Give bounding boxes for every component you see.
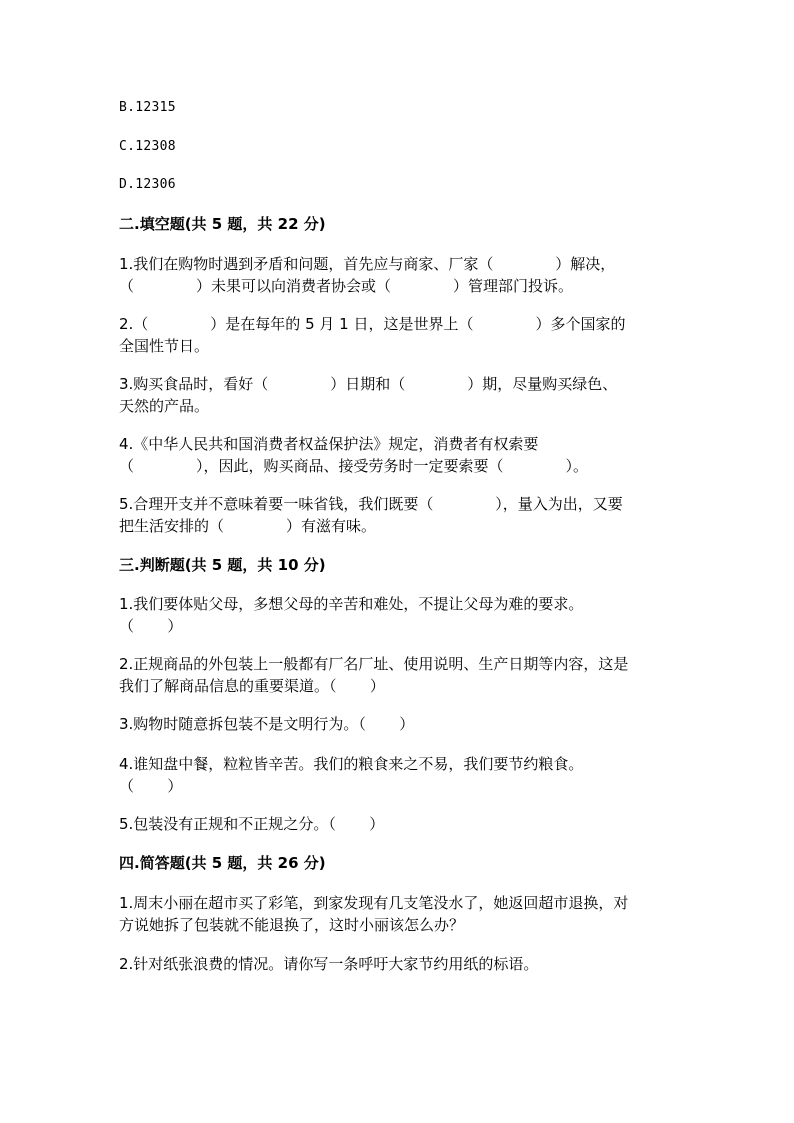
question-line: 2.针对纸张浪费的情况。请你写一条呼吁大家节约用纸的标语。 bbox=[119, 955, 539, 973]
question-line: 全国性节日。 bbox=[119, 336, 210, 355]
question-line: 5.包装没有正规和不正规之分。（ ） bbox=[119, 815, 385, 833]
fill-blank-question-4 bbox=[119, 434, 679, 477]
question-line: 3.购买食品时，看好（ ）日期和（ ）期，尽量购买绿色、 bbox=[119, 375, 618, 393]
short-answer-question-1 bbox=[119, 893, 679, 936]
question-line: 1.我们要体贴父母，多想父母的辛苦和难处，不提让父母为难的要求。 bbox=[119, 595, 584, 613]
question-line: 3.购物时随意拆包装不是文明行为。（ ） bbox=[119, 715, 415, 733]
question-line: 天然的产品。 bbox=[119, 396, 210, 415]
question-line: 我们了解商品信息的重要渠道。（ ） bbox=[119, 676, 385, 695]
section-fill-blank-title: 二.填空题(共 5 题，共 22 分) bbox=[119, 215, 326, 233]
question-line: 1.我们在购物时遇到矛盾和问题，首先应与商家、厂家（ ）解决， bbox=[119, 255, 616, 273]
true-false-question-4 bbox=[119, 754, 679, 797]
short-answer-question-2 bbox=[119, 954, 679, 976]
fill-blank-question-2 bbox=[119, 314, 679, 357]
fill-blank-question-1 bbox=[119, 254, 679, 297]
question-line: （ ），因此，购买商品、接受劳务时一定要索要（ ）。 bbox=[119, 456, 588, 475]
question-line: 4.谁知盘中餐，粒粒皆辛苦。我们的粮食来之不易，我们要节约粮食。 bbox=[119, 755, 584, 773]
choice-option-c: C.12308 bbox=[119, 139, 176, 154]
true-false-question-5 bbox=[119, 814, 679, 836]
question-line: 把生活安排的（ ）有滋有味。 bbox=[119, 516, 376, 535]
question-line: 方说她拆了包装就不能退换了，这时小丽该怎么办？ bbox=[119, 915, 465, 934]
question-line: 5.合理开支并不意味着要一味省钱，我们既要（ ），量入为出，又要 bbox=[119, 495, 623, 513]
question-line: （ ）未果可以向消费者协会或（ ）管理部门投诉。 bbox=[119, 276, 573, 295]
question-line: 2.（ ）是在每年的 5 月 1 日，这是世界上（ ）多个国家的 bbox=[119, 315, 626, 333]
true-false-question-1 bbox=[119, 594, 679, 637]
fill-blank-question-5 bbox=[119, 494, 679, 537]
true-false-question-3 bbox=[119, 714, 679, 736]
choice-option-b: B.12315 bbox=[119, 100, 176, 115]
true-false-question-2 bbox=[119, 654, 679, 697]
section-true-false-title: 三.判断题(共 5 题，共 10 分) bbox=[119, 556, 326, 574]
section-short-answer-title: 四.简答题(共 5 题，共 26 分) bbox=[119, 854, 326, 872]
question-line: 2.正规商品的外包装上一般都有厂名厂址、使用说明、生产日期等内容，这是 bbox=[119, 655, 629, 673]
choice-option-d: D.12306 bbox=[119, 177, 176, 192]
question-line: （ ） bbox=[119, 776, 183, 795]
question-line: 4.《中华人民共和国消费者权益保护法》规定，消费者有权索要 bbox=[119, 435, 539, 453]
question-line: （ ） bbox=[119, 616, 183, 635]
question-line: 1.周末小丽在超市买了彩笔，到家发现有几支笔没水了，她返回超市退换，对 bbox=[119, 894, 629, 912]
fill-blank-question-3 bbox=[119, 374, 679, 417]
